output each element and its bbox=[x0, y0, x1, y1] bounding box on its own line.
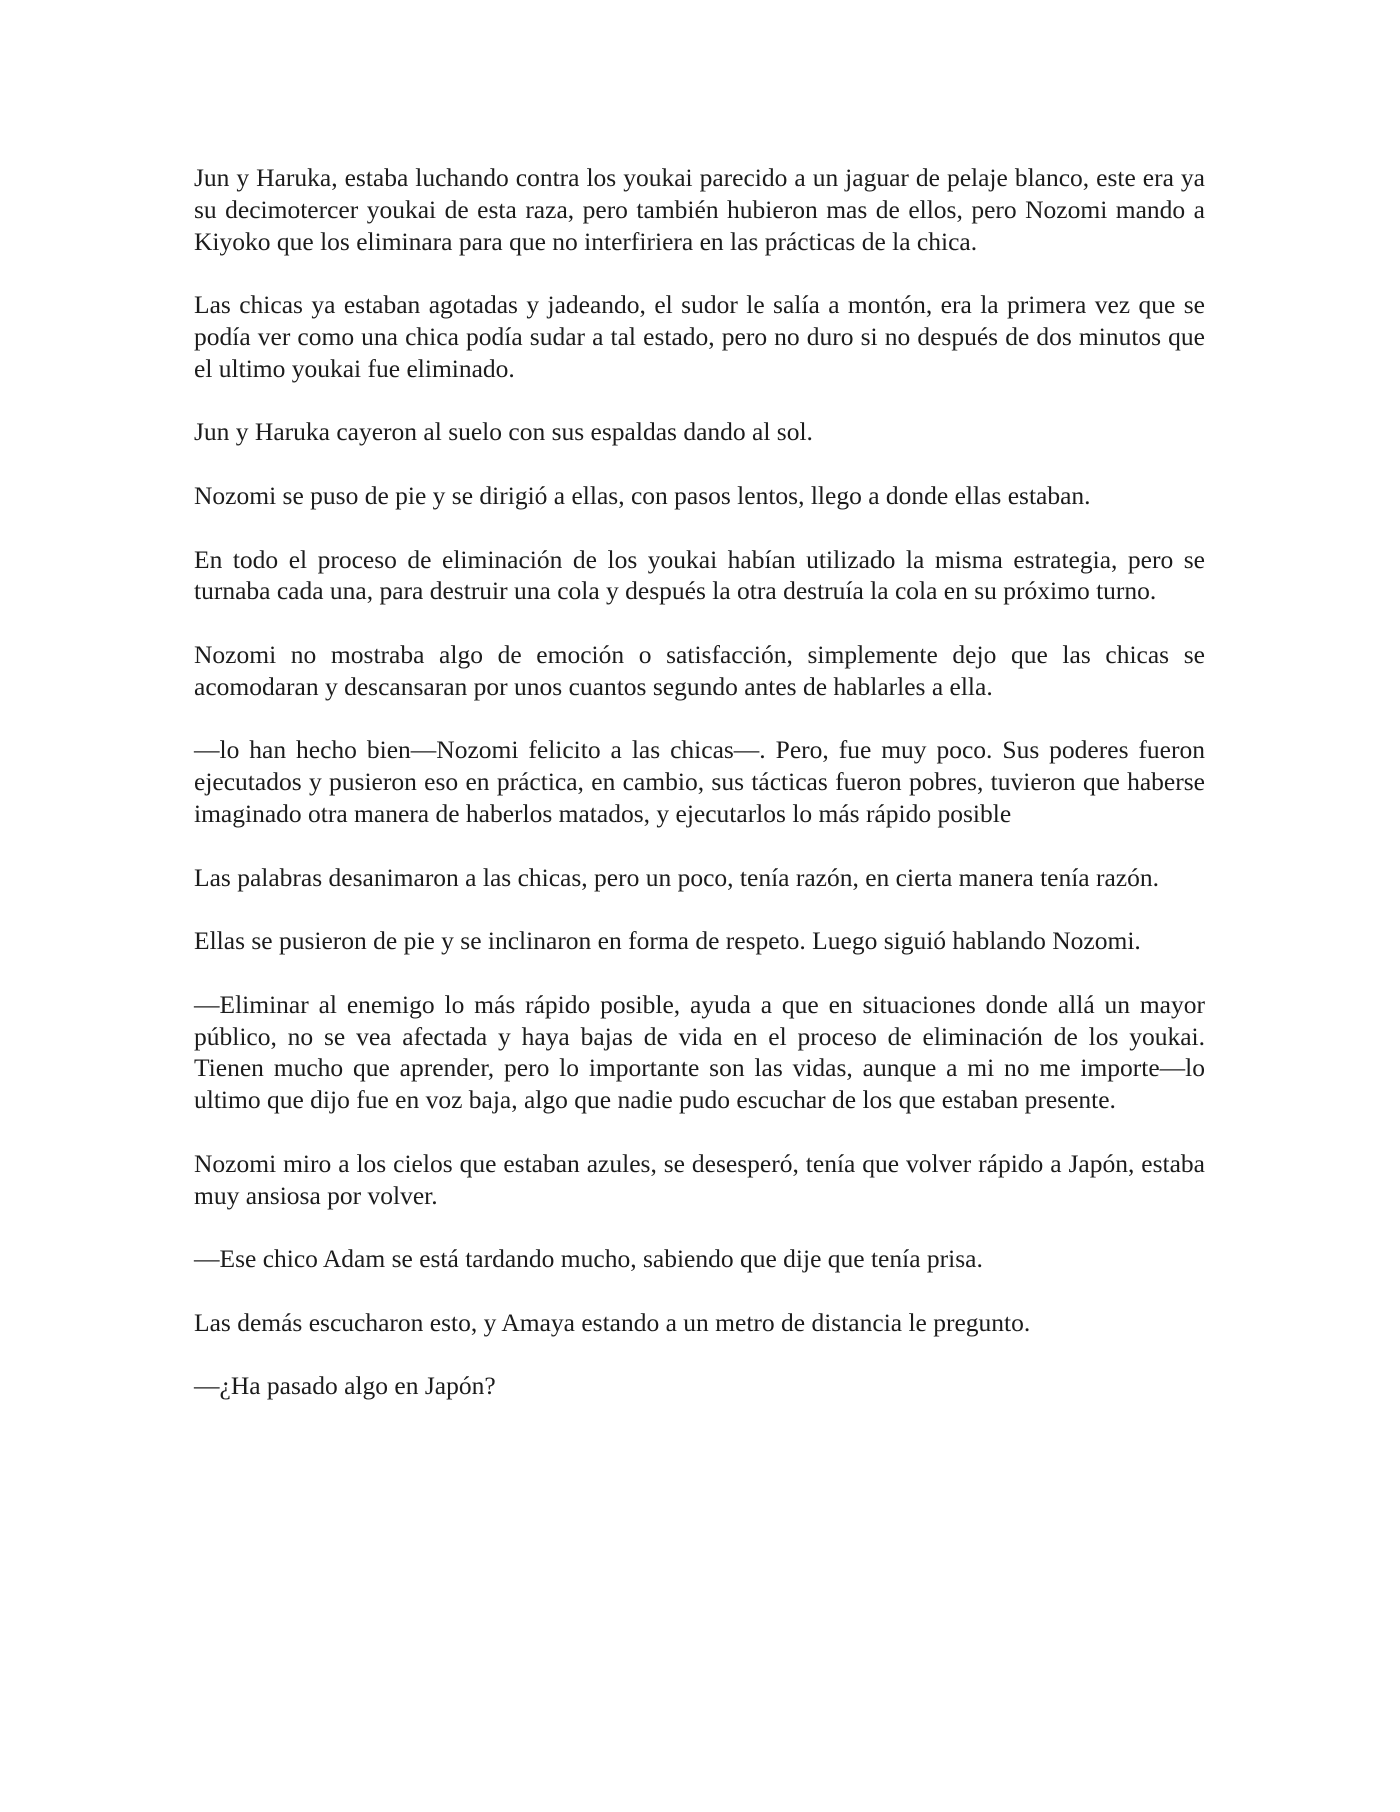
paragraph-10: —Eliminar al enemigo lo más rápido posible, ayuda a que en situaciones donde allá un mayor público, no se vea afectada y haya bajas de vida en el proceso de eliminación de los youkai. Tienen mucho que aprender, pero lo importante son las vidas, aunque a mi no me importe—lo ultimo que dijo fue en voz baja, algo que nadie pudo escuchar de los que estaban presente. bbox=[194, 989, 1205, 1115]
paragraph-2: Las chicas ya estaban agotadas y jadeando, el sudor le salía a montón, era la primera vez que se podía ver como una chica podía sudar a tal estado, pero no duro si no después de dos minutos que el ultimo youkai fue eliminado. bbox=[194, 290, 1205, 383]
paragraph-8: Las palabras desanimaron a las chicas, pero un poco, tenía razón, en cierta manera tenía razón. bbox=[194, 862, 1160, 892]
paragraph-14: —¿Ha pasado algo en Japón? bbox=[194, 1371, 496, 1401]
paragraph-4: Nozomi se puso de pie y se dirigió a ellas, con pasos lentos, llego a donde ellas estaban. bbox=[194, 480, 1091, 510]
paragraph-7: —lo han hecho bien—Nozomi felicito a las chicas—. Pero, fue muy poco. Sus poderes fueron ejecutados y pusieron eso en práctica, en cambio, sus tácticas fueron pobres, tuvieron que haberse imaginado otra manera de haberlos matados, y ejecutarlos lo más rápido posible bbox=[194, 735, 1205, 828]
document-page bbox=[194, 162, 1205, 1434]
paragraph-3: Jun y Haruka cayeron al suelo con sus espaldas dando al sol. bbox=[194, 417, 813, 447]
paragraph-9: Ellas se pusieron de pie y se inclinaron en forma de respeto. Luego siguió hablando Nozomi. bbox=[194, 926, 1141, 956]
paragraph-6: Nozomi no mostraba algo de emoción o satisfacción, simplemente dejo que las chicas se acomodaran y descansaran por unos cuantos segundo antes de hablarles a ella. bbox=[194, 639, 1205, 701]
paragraph-5: En todo el proceso de eliminación de los youkai habían utilizado la misma estrategia, pero se turnaba cada una, para destruir una cola y después la otra destruía la cola en su próximo turno. bbox=[194, 544, 1205, 606]
paragraph-13: Las demás escucharon esto, y Amaya estando a un metro de distancia le pregunto. bbox=[194, 1307, 1031, 1337]
paragraph-11: Nozomi miro a los cielos que estaban azules, se desesperó, tenía que volver rápido a Japón, estaba muy ansiosa por volver. bbox=[194, 1148, 1205, 1210]
paragraph-12: —Ese chico Adam se está tardando mucho, sabiendo que dije que tenía prisa. bbox=[194, 1244, 983, 1274]
paragraph-1: Jun y Haruka, estaba luchando contra los youkai parecido a un jaguar de pelaje blanco, este era ya su decimotercer youkai de esta raza, pero también hubieron mas de ellos, pero Nozomi mando a Kiyoko que los eliminara para que no interfiriera en las prácticas de la chica. bbox=[194, 163, 1205, 256]
